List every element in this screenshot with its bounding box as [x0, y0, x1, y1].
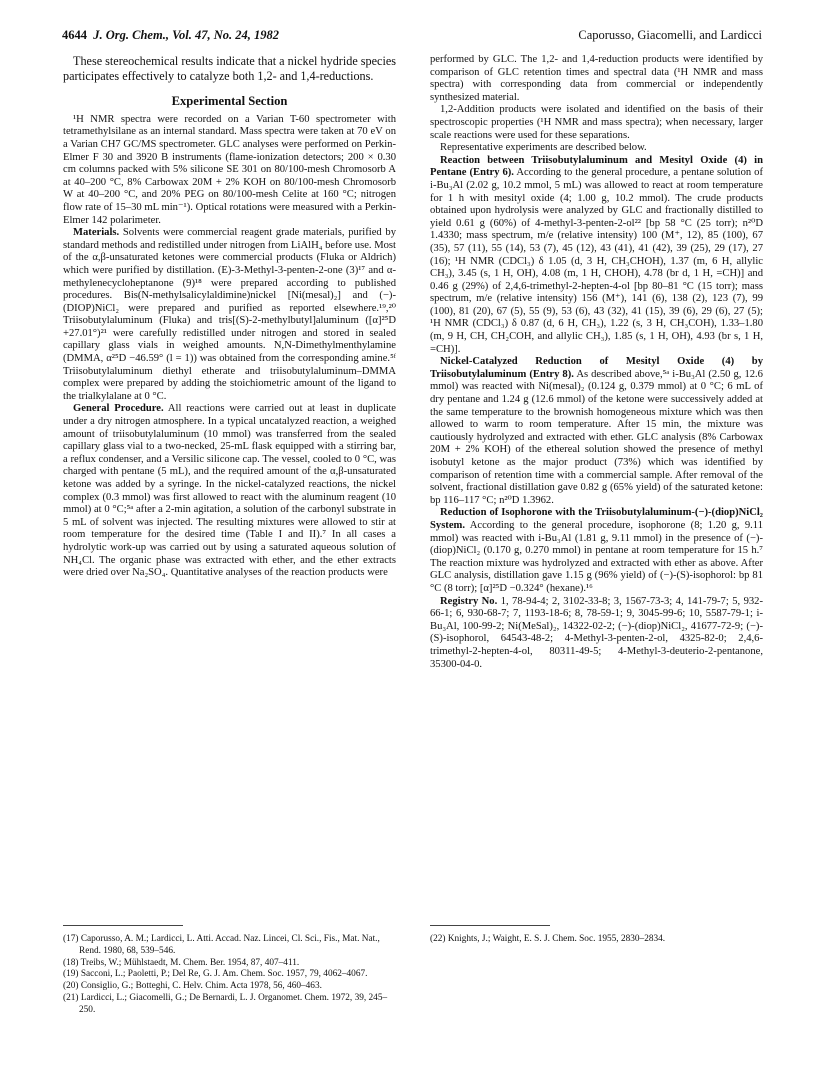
- isophorone-text: According to the general procedure, isophorone (8; 1.20 g, 9.11 mmol) was reacted with i-Bu₃Al (1.81 g, 9.11 mmol) in the presence of (−)-(diop)NiCl₂ (0.170 g, 0.270 mmol) in pentane at room temperature for 15 h.⁷ The reaction mixture was hydrolyzed and extracted with ether as above. After GLC analysis, distillation gave 1.15 g (96% yield) of (−)-(S)-isophorol: bp 81 °C (8 torr); [α]²⁵D −0.324° (hexane).¹⁶: [430, 519, 763, 594]
- general-procedure-text: All reactions were carried out at least in duplicate under a dry nitrogen atmosphere. In a typical uncatalyzed reaction, a weighed amount of triisobutylaluminum (10 mmol) was transferred from the sealed capillary glass vial to a two-necked, 25-mL flask equipped with a stirring bar, a reflux condenser, and a Versilic silicone cap. The vessel, cooled to 0 °C, was charged with pentane (5 mL), and the required amount of the α,β-unsaturated ketone was added by a syringe. In the nickel-catalyzed reactions, the nickel complex (0.3 mmol) was first allowed to react with the aluminum reagent (10 mmol) at 0 °C;⁵ᵃ after a 2-min agitation, a solution of the carbonyl substrate in 5 mL of solvent was injected. The resulting mixtures were allowed to stir at room temperature for the desired time (Table I and II).⁷ In all cases a hydrolytic work-up was carried out by using a saturated aqueous solution of NH₄Cl. The organic phase was extracted with ether, and the ether extracts were dried over Na₂SO₄. Quantitative analyses of the reaction products were: [63, 403, 396, 579]
- page-number: 4644: [62, 28, 87, 42]
- footnote-17: (17) Caporusso, A. M.; Lardicci, L. Atti. Accad. Naz. Lincei, Cl. Sci., Fis., Mat. Nat., Rend. 1980, 68, 539–546.: [63, 934, 380, 956]
- header-authors: Caporusso, Giacomelli, and Lardicci: [578, 28, 762, 42]
- footnotes-right: [430, 925, 763, 946]
- instrumentation-paragraph: ¹H NMR spectra were recorded on a Varian T-60 spectrometer with tetramethylsilane as an internal standard. Mass spectra were taken at 70 eV on a Varian CH7 GC/MS spectrometer. GLC analyses were performed on Perkin-Elmer F 30 and 3920 B instruments (flame-ionization detectors; 200 × 0.30 cm columns packed with 5% silicone SE 301 on 80/100-mesh Chromosorb A at 40–200 °C, 8% Carbowax 20M + 2% KOH on 80/100-mesh Chromosorb W at 40–200 °C, and 20% PEG on 80/100-mesh Celite at 160 °C; nitrogen flow rate of 15–30 mL min⁻¹). Optical rotations were measured with a Perkin-Elmer 142 polarimeter.: [63, 113, 396, 226]
- isophorone-heading: Reduction of Isophorone with the Triisobutylaluminum-(−)-(diop)NiCl₂ System.: [430, 507, 763, 531]
- entry6-heading: Reaction between Triisobutylaluminum and Mesityl Oxide (4) in Pentane (Entry 6).: [430, 154, 763, 179]
- general-procedure-paragraph: [63, 403, 396, 579]
- registry-paragraph: [430, 596, 763, 672]
- entry8-text: As described above,⁵ᵃ i-Bu₃Al (2.50 g, 12.6 mmol) was reacted with Ni(mesal)₂ (0.124 g, 0.379 mmol) at 0 °C; 6 mL of dry pentane and 1.24 g (12.6 mmol) of the ketone were successively added at the same temperature to the brownish homogeneous mixture which was then allowed to warm to room temperature. After 15 min, the mixture was cautiously hydrolyzed and extracted with ether. GLC analysis (8% Carbowax 20M + 2% KOH) of the ethereal solution showed the presence of methyl isobutyl ketone as the major product (73%) which was identified by comparison of retention time with a commercial sample. After removal of the solvent, fractional distillation gave 0.82 g (65% yield) of the saturated ketone: bp 116–117 °C; n²⁰D 1.3962.: [430, 368, 763, 506]
- continuation-paragraph: performed by GLC. The 1,2- and 1,4-reduction products were identified by comparison of GLC retention times and spectral data (¹H NMR and mass spectra) with corresponding data from commercial or independently synthesized material.: [430, 54, 763, 103]
- materials-heading: Materials.: [73, 227, 120, 239]
- materials-paragraph: [63, 227, 396, 403]
- registry-text: 1, 78-94-4; 2, 3102-33-8; 3, 1567-73-3; 4, 141-79-7; 5, 932-66-1; 6, 930-68-7; 7, 1193-18-6; 8, 78-59-1; 9, 3045-99-6; 10, 5587-79-1; i-Bu₃Al, 100-99-2; Ni(MeSal)₂, 14322-02-2; (−)-(diop)NiCl₂, 41677-72-9; (−)-(S)-isophorol, 64543-48-2; 4-Methyl-3-penten-2-ol, 4325-82-0; 2,4,6-trimethyl-2-hepten-4-ol, 80311-49-5; 4-Methyl-3-deuterio-2-pentanone, 35300-04-0.: [430, 595, 763, 670]
- registry-heading: Registry No.: [440, 595, 498, 607]
- right-column: [430, 54, 763, 671]
- footnote-rule: [430, 925, 550, 926]
- footnotes-left: [63, 925, 396, 1017]
- footnote-18: (18) Treibs, W.; Mühlstaedt, M. Chem. Ber. 1954, 87, 407–411.: [63, 957, 300, 968]
- footnote-20: (20) Consiglio, G.; Botteghi, C. Helv. Chim. Acta 1978, 56, 460–463.: [63, 981, 322, 992]
- header-left: [62, 28, 279, 43]
- materials-text: Solvents were commercial reagent grade materials, purified by standard methods and redistilled under nitrogen from LiAlH₄ before use. Most of the α,β-unsaturated ketones were commercial products (Fluka or Aldrich) which were purified by distillation. (E)-3-Methyl-3-penten-2-one (3)¹⁷ and α-methylenecycloheptanone (9)¹⁸ were prepared according to published procedures. Bis(N-methylsalicylaldimine)nickel [Ni(mesal)₂] and (−)-(DIOP)NiCl₂ were prepared and purified as reported elsewhere.¹⁹,²⁰ Triisobutylaluminum (Fluka) and tris[(S)-2-methylbutyl]aluminum ([α]²⁵D +27.01°)²¹ were carefully redistilled under nitrogen and stored in sealed capillary glass vials in weighed amounts. N,N-Dimethylmenthylamine (DMMA, α²⁵D −46.59° (l = 1)) was obtained from the corresponding amine.⁵ᶠ Triisobutylaluminum diethyl etherate and triisobutylaluminum–DMMA complex were prepared by adding the stoichiometric amount of the ligand to the trialkylalane at 0 °C.: [63, 227, 396, 402]
- running-header: [62, 28, 762, 44]
- footnote-22: (22) Knights, J.; Waight, E. S. J. Chem. Soc. 1955, 2830–2834.: [430, 934, 666, 944]
- section-heading: Experimental Section: [171, 94, 288, 109]
- footnote-rule: [63, 925, 183, 926]
- isophorone-paragraph: [430, 507, 763, 595]
- journal-citation: J. Org. Chem., Vol. 47, No. 24, 1982: [93, 28, 280, 42]
- footnote-19: (19) Sacconi, L.; Paoletti, P.; Del Re, G. J. Am. Chem. Soc. 1957, 79, 4062–4067.: [63, 969, 368, 980]
- entry8-paragraph: [430, 356, 763, 507]
- intro-paragraph: These stereochemical results indicate that a nickel hydride species participates effectively to catalyze both 1,2- and 1,4-reductions.: [63, 54, 396, 83]
- isolation-paragraph: 1,2-Addition products were isolated and identified on the basis of their spectroscopic properties (¹H NMR and mass spectra); when necessary, larger scale reactions were used for these separations.: [430, 104, 763, 141]
- representative-paragraph: Representative experiments are described below.: [440, 142, 647, 154]
- entry8-heading: Nickel-Catalyzed Reduction of Mesityl Oxide (4) by Triisobutylaluminum (Entry 8).: [430, 356, 763, 380]
- entry6-text: According to the general procedure, a pentane solution of i-Bu₃Al (2.02 g, 10.2 mmol, 5 mL) was allowed to react at room temperature for 1 h with mesityl oxide (4; 1.00 g, 10.2 mmol). The crude products obtained upon hydrolysis were analyzed by GLC and fractionally distilled to yield 0.61 g (60%) of 4-methyl-3-penten-2-ol²² [bp 58 °C (25 torr); n²⁰D 1.4330; mass spectrum, m/e (relative intensity) 100 (M⁺, 12), 85 (100), 67 (35), 57 (11), 55 (14), 53 (7), 45 (12), 43 (41), 41 (42), 39 (25), 29 (17), 27 (16); ¹H NMR (CDCl₃) δ 1.05 (d, 3 H, CH₃CHOH), 1.37 (m, 6 H, allylic CH₃), 3.45 (s, 1 H, OH), 4.08 (m, 1 H, CHOH), 4.78 (br d, 1 H, =CH)] and 0.46 g (29%) of 2,4,6-trimethyl-2-hepten-4-ol [bp 80–81 °C (15 torr); mass spectrum, m/e (relative intensity) 156 (M⁺), 141 (6), 138 (2), 123 (7), 99 (100), 81 (20), 67 (5), 55 (9), 53 (6), 43 (32), 41 (15), 39 (6), 29 (6), 27 (5); ¹H NMR (CDCl₃) δ 0.87 (d, 6 H, CH₃), 1.22 (s, 3 H, CH₃COH), 1.33–1.80 (m, 9 H, CH, CH₂COH, and allylic CH₃), 1.85 (s, 1 H, OH), 4.93 (br s, 1 H, =CH)].: [430, 167, 764, 355]
- footnote-21: (21) Lardicci, L.; Giacomelli, G.; De Bernardi, L. J. Organomet. Chem. 1972, 39, 245–250.: [63, 992, 388, 1015]
- entry6-paragraph: [430, 155, 763, 357]
- general-procedure-heading: General Procedure.: [73, 403, 164, 415]
- left-column: [63, 54, 396, 580]
